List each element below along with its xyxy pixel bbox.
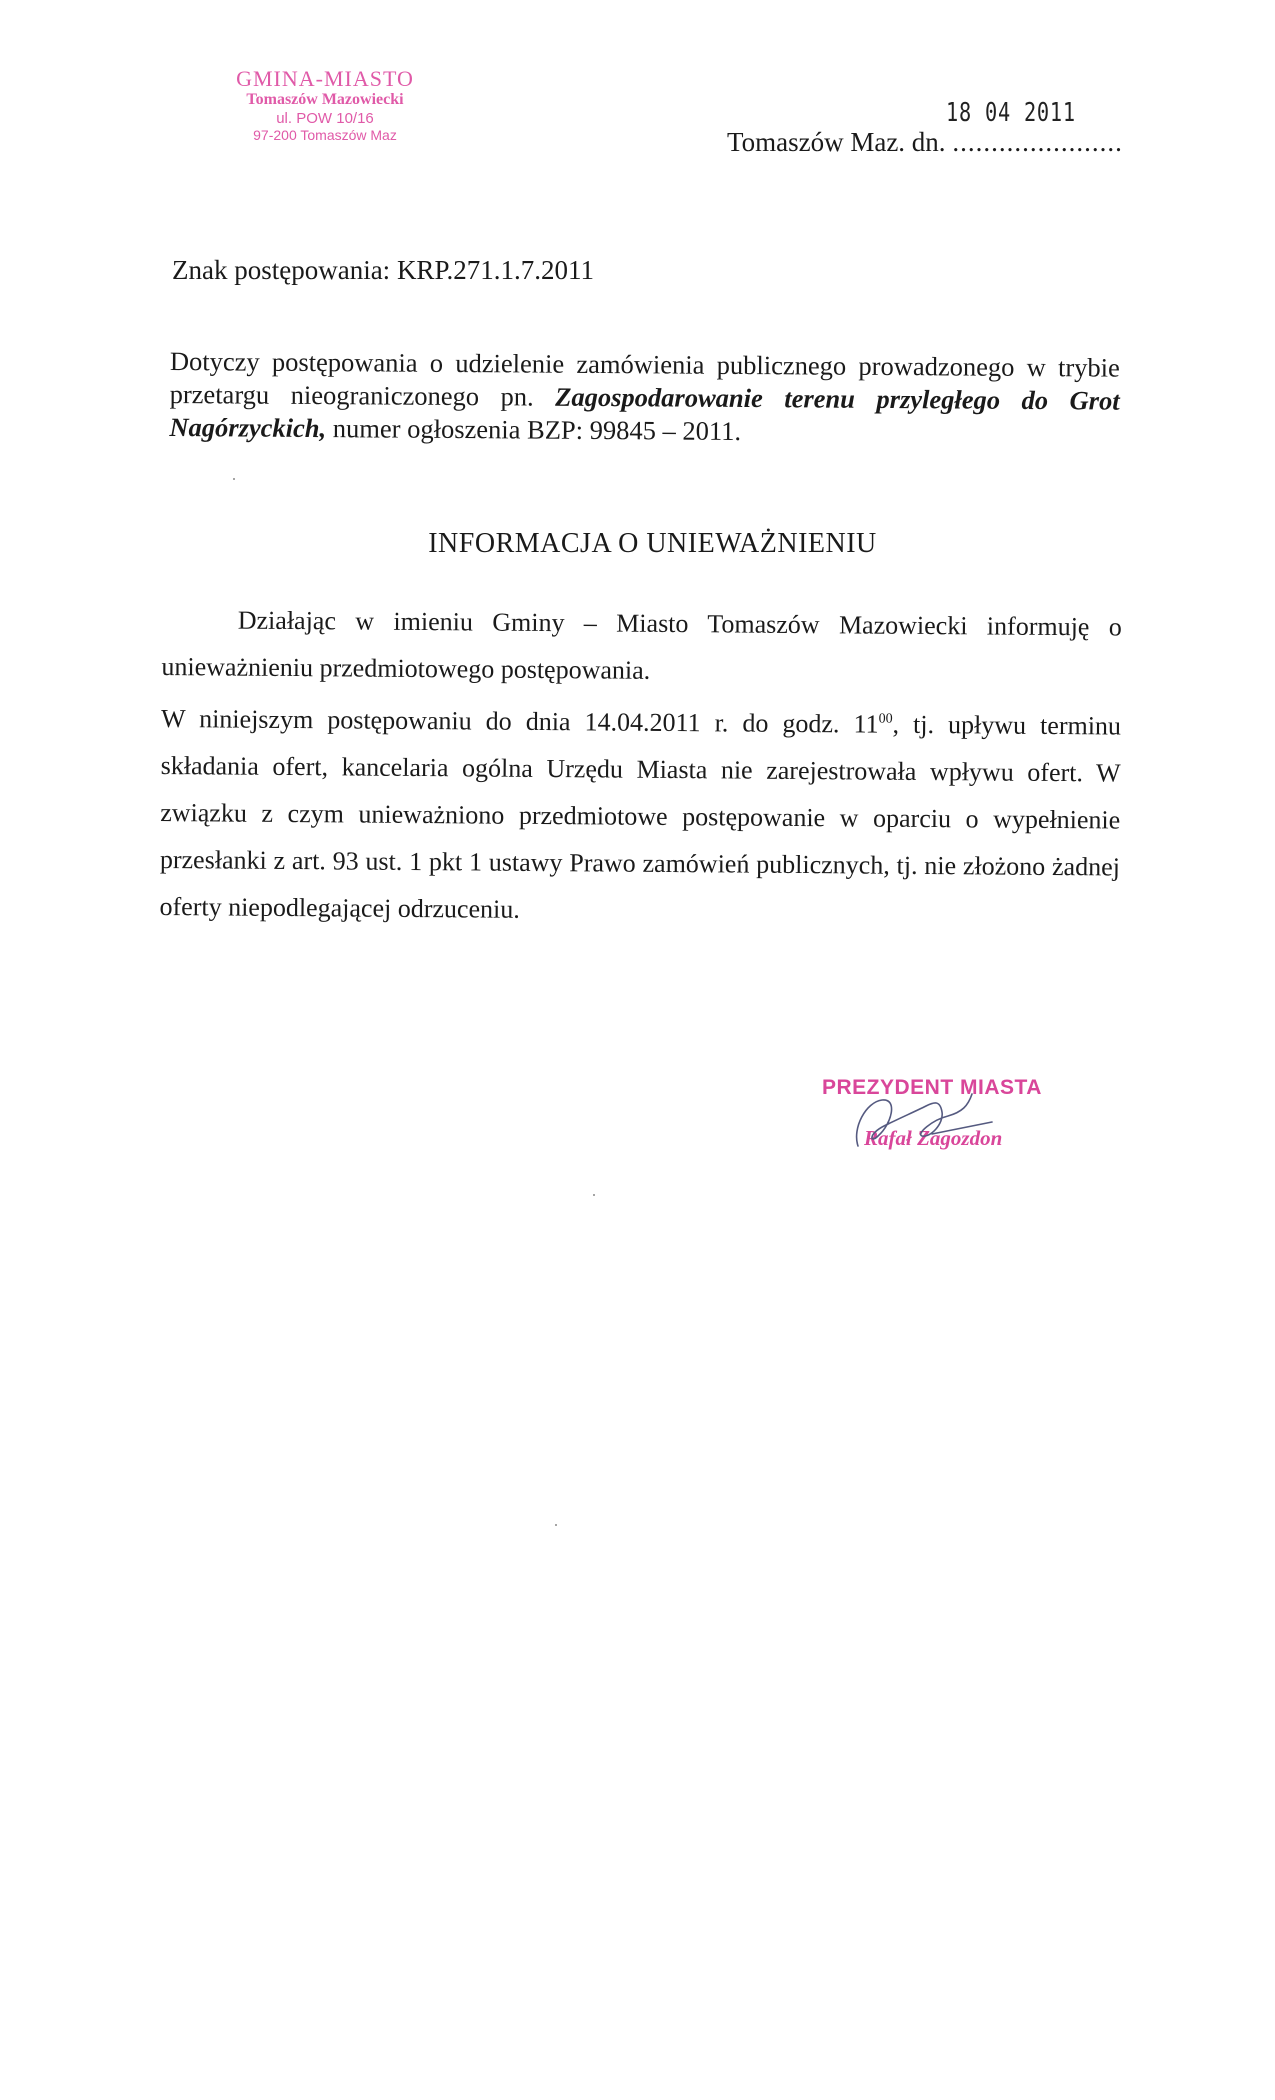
scan-speck	[593, 1194, 595, 1196]
place-label: Tomaszów Maz. dn.	[727, 127, 946, 157]
body-p2-before: W niniejszym postępowaniu do dnia 14.04.2011 r. do godz. 11	[160, 703, 879, 739]
handwritten-signature-icon	[822, 1076, 1062, 1166]
case-reference: Znak postępowania: KRP.271.1.7.2011	[172, 255, 594, 285]
document-heading	[0, 528, 1275, 560]
time-superscript: 00	[878, 711, 893, 727]
signatory-name: Rafał Zagozdon	[864, 1126, 1003, 1150]
subject-title: Zagospodarowanie terenu przyległego do Grot Nagórzyckich,	[169, 381, 1120, 444]
date-stamp: 18 04 2011	[946, 98, 1076, 128]
stamp-line-4: 97-200 Tomaszów Maz	[253, 126, 397, 143]
stamp-line-2: Tomaszów Mazowiecki	[246, 91, 404, 109]
place-date-line	[727, 127, 1123, 158]
office-stamp	[215, 66, 435, 143]
document-body	[159, 596, 1122, 938]
scan-speck	[233, 478, 235, 480]
scan-speck	[555, 1524, 557, 1526]
body-paragraph-2	[159, 690, 1121, 938]
body-paragraph-1: Działając w imieniu Gminy – Miasto Tomaszów Mazowiecki informuję o unieważnieniu przedmiotowego postępowania.	[161, 605, 1122, 685]
signature-block	[822, 1076, 1062, 1166]
signature-title: PREZYDENT MIASTA	[822, 1076, 1042, 1099]
subject-tail: numer ogłoszenia BZP: 99845 – 2011.	[332, 413, 742, 446]
heading-text: INFORMACJA O UNIEWAŻNIENIU	[428, 528, 877, 559]
subject-intro: Dotyczy postępowania o udzielenie zamówienia publicznego prowadzonego w trybie przetargu nieograniczonego pn.	[169, 345, 1120, 412]
subject-paragraph	[169, 345, 1120, 451]
body-p2-after: , tj. upływu terminu składania ofert, kancelaria ogólna Urzędu Miasta nie zarejestrowała wpływu ofert. W związku z czym unieważniono przedmiotowe postępowanie w oparciu o wypełnienie przesłanki z art. 93 ust. 1 pkt 1 ustawy Prawo zamówień publicznych, tj. nie złożono żadnej oferty niepodlegającej odrzuceniu.	[159, 709, 1122, 924]
stamp-line-3: ul. POW 10/16	[276, 109, 374, 127]
date-dots: ......................	[952, 127, 1123, 157]
stamp-line-1: GMINA-MIASTO	[236, 66, 414, 91]
